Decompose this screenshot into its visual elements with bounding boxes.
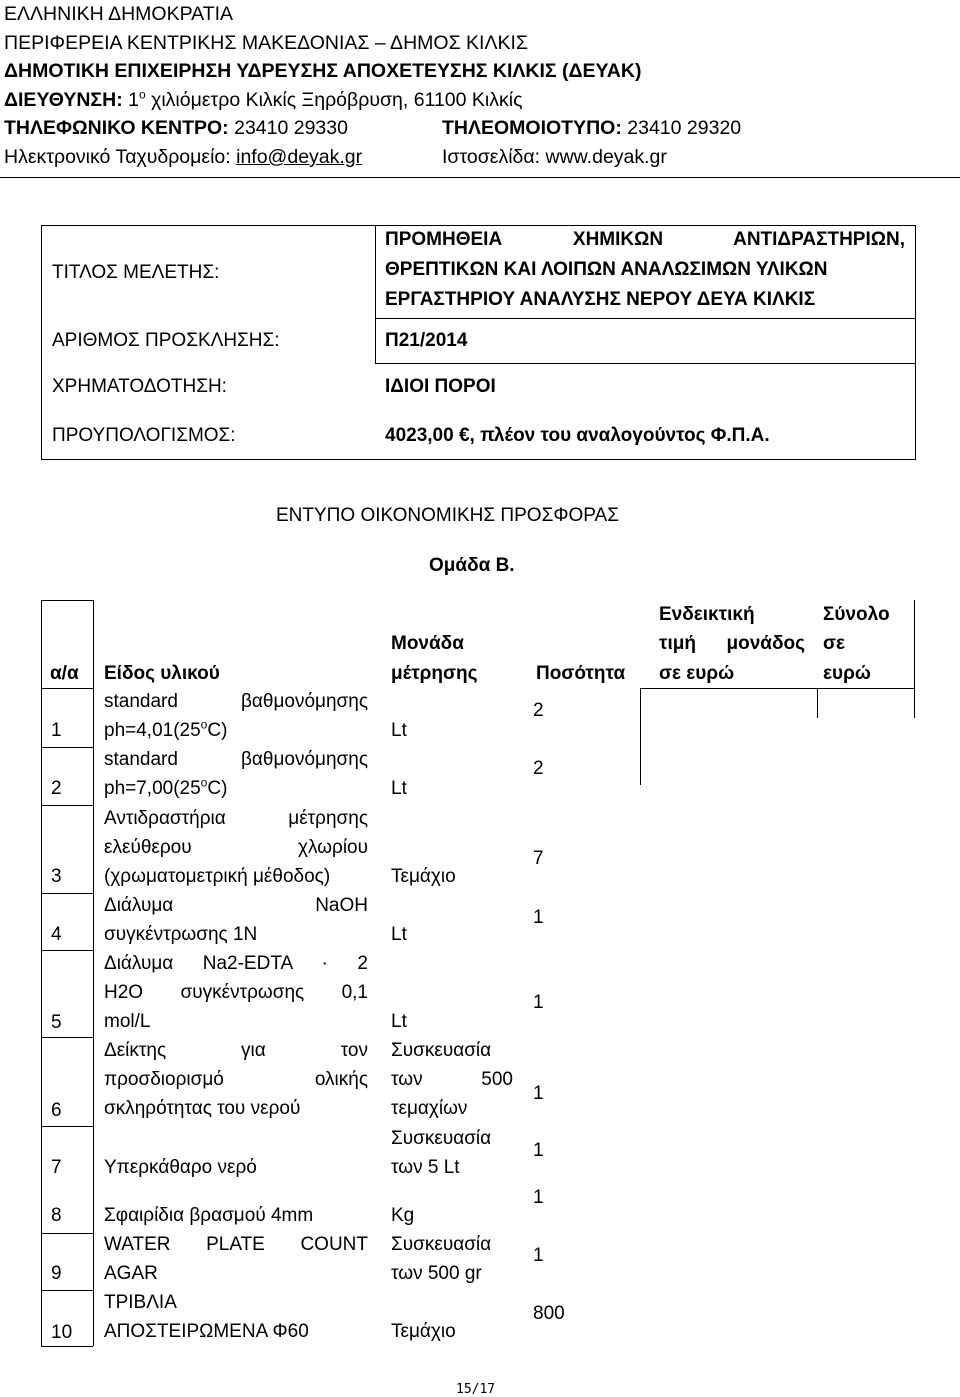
quantity: 800 xyxy=(533,1303,565,1324)
header-number: α/α xyxy=(50,663,79,684)
website-link[interactable]: www.deyak.gr xyxy=(545,145,667,168)
quantity: 2 xyxy=(533,758,544,779)
grid-line xyxy=(41,1290,93,1291)
header-total-1: Σύνολο xyxy=(823,604,890,625)
info-rule xyxy=(375,318,915,319)
study-title-label: ΤΙΤΛΟΣ ΜΕΛΕΤΗΣ: xyxy=(52,262,220,283)
grid-line xyxy=(41,893,93,894)
unit: Συσκευασία xyxy=(391,1234,492,1255)
item-name: Διάλυμα NaOH xyxy=(104,895,368,916)
website-field xyxy=(442,143,667,172)
grid-line xyxy=(41,688,93,689)
quantity: 2 xyxy=(533,700,544,721)
grid-line xyxy=(41,1037,93,1038)
country-line: ΕΛΛΗΝΙΚΗ ΔΗΜΟΚΡΑΤΙΑ xyxy=(4,3,234,25)
grid-line xyxy=(41,1346,93,1347)
header-quantity: Ποσότητα xyxy=(536,663,626,684)
item-text: C) xyxy=(207,720,228,741)
address-line xyxy=(4,86,954,115)
row-number: 3 xyxy=(51,866,62,887)
website-label: Ιστοσελίδα: xyxy=(442,145,541,168)
item-name-cont: H2O συγκέντρωσης 0,1 xyxy=(104,982,368,1003)
phone-label: ΤΗΛΕΦΩΝΙΚΟ ΚΕΝΤΡΟ: xyxy=(4,117,229,140)
invitation-value: Π21/2014 xyxy=(385,330,468,351)
address-label: ΔΙΕΥΘΥΝΣΗ: xyxy=(4,88,123,111)
row-number: 6 xyxy=(51,1100,62,1121)
grid-line xyxy=(93,600,94,1346)
header-total-3: ευρώ xyxy=(823,663,871,684)
phone-value: 23410 29330 xyxy=(234,117,348,140)
quantity: 1 xyxy=(533,1083,544,1104)
grid-line xyxy=(914,600,915,718)
quantity: 1 xyxy=(533,1140,544,1161)
unit: Τεμάχιο xyxy=(391,866,456,887)
unit: Τεμάχιο xyxy=(391,1321,456,1342)
group-title: Ομάδα Β. xyxy=(429,555,515,576)
phone-line xyxy=(4,114,954,143)
address-value: χιλιόμετρο Κιλκίς Ξηρόβρυση, 61100 Κιλκίς xyxy=(151,88,523,111)
contact-line xyxy=(4,143,954,172)
item-name-cont: συγκέντρωσης 1N xyxy=(104,924,258,945)
grid-line xyxy=(41,950,93,951)
letterhead xyxy=(4,0,954,172)
grid-line xyxy=(41,1233,93,1234)
budget-value: 4023,00 €, πλέον του αναλογούντος Φ.Π.Α. xyxy=(385,425,770,446)
study-title-line-1: ΠΡΟΜΗΘΕΙΑ ΧΗΜΙΚΩΝ ΑΝΤΙΔΡΑΣΤΗΡΙΩΝ, xyxy=(385,229,905,250)
funding-label: ΧΡΗΜΑΤΟΔΟΤΗΣΗ: xyxy=(52,376,227,397)
grid-line xyxy=(817,688,818,718)
grid-line xyxy=(640,688,817,689)
row-number: 5 xyxy=(51,1012,62,1033)
grid-line xyxy=(41,747,93,748)
header-price-3: σε ευρώ xyxy=(659,663,735,684)
row-number: 7 xyxy=(51,1157,62,1178)
item-name: Δείκτης για τον xyxy=(104,1040,368,1061)
unit-cont: των 5 Lt xyxy=(391,1157,460,1178)
funding-value: ΙΔΙΟΙ ΠΟΡΟΙ xyxy=(385,376,496,397)
organization-line: ΔΗΜΟΤΙΚΗ ΕΠΙΧΕΙΡΗΣΗ ΥΔΡΕΥΣΗΣ ΑΠΟΧΕΤΕΥΣΗΣ ΚΙΛΚΙΣ (ΔΕΥΑΚ) xyxy=(4,60,642,83)
item-name: Αντιδραστήρια μέτρησης xyxy=(104,808,368,829)
item-name: standard βαθμονόμησης xyxy=(104,749,368,770)
region-line: ΠΕΡΙΦΕΡΕΙΑ ΚΕΝΤΡΙΚΗΣ ΜΑΚΕΔΟΝΙΑΣ – ΔΗΜΟΣ ΚΙΛΚΙΣ xyxy=(4,31,528,54)
item-name-cont xyxy=(104,717,227,746)
quantity: 1 xyxy=(533,907,544,928)
unit: Lt xyxy=(391,720,407,741)
address-ordinal: ο xyxy=(138,87,146,102)
item-name-cont: προσδιορισμό ολικής xyxy=(104,1069,368,1090)
item-superscript: ο xyxy=(200,717,208,732)
unit: Kg xyxy=(391,1205,415,1226)
header-unit-1: Μονάδα xyxy=(391,633,464,654)
quantity: 1 xyxy=(533,1245,544,1266)
study-title-line-3: ΕΡΓΑΣΤΗΡΙΟΥ ΑΝΑΛΥΣΗΣ ΝΕΡΟΥ ΔΕΥΑ ΚΙΛΚΙΣ xyxy=(385,289,816,310)
invitation-label: ΑΡΙΘΜΟΣ ΠΡΟΣΚΛΗΣΗΣ: xyxy=(52,330,280,351)
unit-cont: των 500 xyxy=(391,1069,513,1090)
page-number: 15/17 xyxy=(456,1382,496,1397)
unit: Lt xyxy=(391,778,407,799)
info-divider xyxy=(375,226,376,363)
grid-line xyxy=(41,600,93,601)
row-number: 9 xyxy=(51,1263,62,1284)
header-item: Είδος υλικού xyxy=(104,663,220,684)
item-name: ΤΡΙΒΛΙΑ xyxy=(104,1292,177,1313)
item-name: Διάλυμα Na2-EDTA · 2 xyxy=(104,953,368,974)
header-unit-2: μέτρησης xyxy=(391,663,478,684)
fax-label: ΤΗΛΕΟΜΟΙΟΤΥΠΟ: xyxy=(442,117,622,140)
unit-cont: τεμαχίων xyxy=(391,1098,468,1119)
grid-line xyxy=(640,688,641,785)
item-name: Υπερκάθαρο νερό xyxy=(104,1157,257,1178)
item-name-cont: AGAR xyxy=(104,1263,158,1284)
row-number: 2 xyxy=(51,778,62,799)
row-number: 4 xyxy=(51,924,62,945)
address-number: 1 xyxy=(128,88,139,111)
row-number: 1 xyxy=(51,720,62,741)
item-name: standard βαθμονόμησης xyxy=(104,691,368,712)
unit: Συσκευασία xyxy=(391,1128,492,1149)
header-total-2: σε xyxy=(823,633,846,654)
email-link[interactable]: info@deyak.gr xyxy=(236,145,363,168)
item-name-cont: ΑΠΟΣΤΕΙΡΩΜΕΝΑ Φ60 xyxy=(104,1321,309,1342)
unit: Συσκευασία xyxy=(391,1040,492,1061)
header-divider xyxy=(0,177,960,178)
form-title: ΕΝΤΥΠΟ ΟΙΚΟΝΟΜΙΚΗΣ ΠΡΟΣΦΟΡΑΣ xyxy=(276,505,619,526)
email-label: Ηλεκτρονικό Ταχυδρομείο: xyxy=(4,145,231,168)
unit: Lt xyxy=(391,1011,407,1032)
study-info-box xyxy=(41,225,916,460)
item-text: C) xyxy=(207,778,228,799)
item-superscript: ο xyxy=(200,775,208,790)
item-name-cont: ελεύθερου χλωρίου xyxy=(104,837,368,858)
quantity: 1 xyxy=(533,992,544,1013)
quantity: 1 xyxy=(533,1187,544,1208)
item-text: ph=7,00(25 xyxy=(104,778,201,799)
study-title-line-2: ΘΡΕΠΤΙΚΩΝ ΚΑΙ ΛΟΙΠΩΝ ΑΝΑΛΩΣΙΜΩΝ ΥΛΙΚΩΝ xyxy=(385,259,828,280)
fax-field xyxy=(442,114,741,143)
unit-cont: των 500 gr xyxy=(391,1263,482,1284)
budget-label: ΠΡΟΥΠΟΛΟΓΙΣΜΟΣ: xyxy=(52,425,236,446)
grid-line xyxy=(817,688,914,689)
row-number: 10 xyxy=(51,1322,73,1343)
unit: Lt xyxy=(391,924,407,945)
header-price-2: τιμή μονάδος xyxy=(659,633,805,654)
fax-value: 23410 29320 xyxy=(627,117,742,140)
item-name: WATER PLATE COUNT xyxy=(104,1234,368,1255)
grid-line xyxy=(41,1126,93,1127)
item-name-cont: σκληρότητας του νερού xyxy=(104,1098,301,1119)
info-rule xyxy=(375,363,915,364)
item-name: Σφαιρίδια βρασμού 4mm xyxy=(104,1205,314,1226)
item-name-cont xyxy=(104,775,227,804)
grid-line xyxy=(41,805,93,806)
item-name-cont: mol/L xyxy=(104,1011,151,1032)
row-number: 8 xyxy=(51,1205,62,1226)
quantity: 7 xyxy=(533,848,544,869)
grid-line xyxy=(41,600,42,1346)
item-name-cont: (χρωματομετρική μέθοδος) xyxy=(104,866,331,887)
header-price-1: Ενδεικτική xyxy=(659,604,755,625)
item-text: ph=4,01(25 xyxy=(104,720,201,741)
